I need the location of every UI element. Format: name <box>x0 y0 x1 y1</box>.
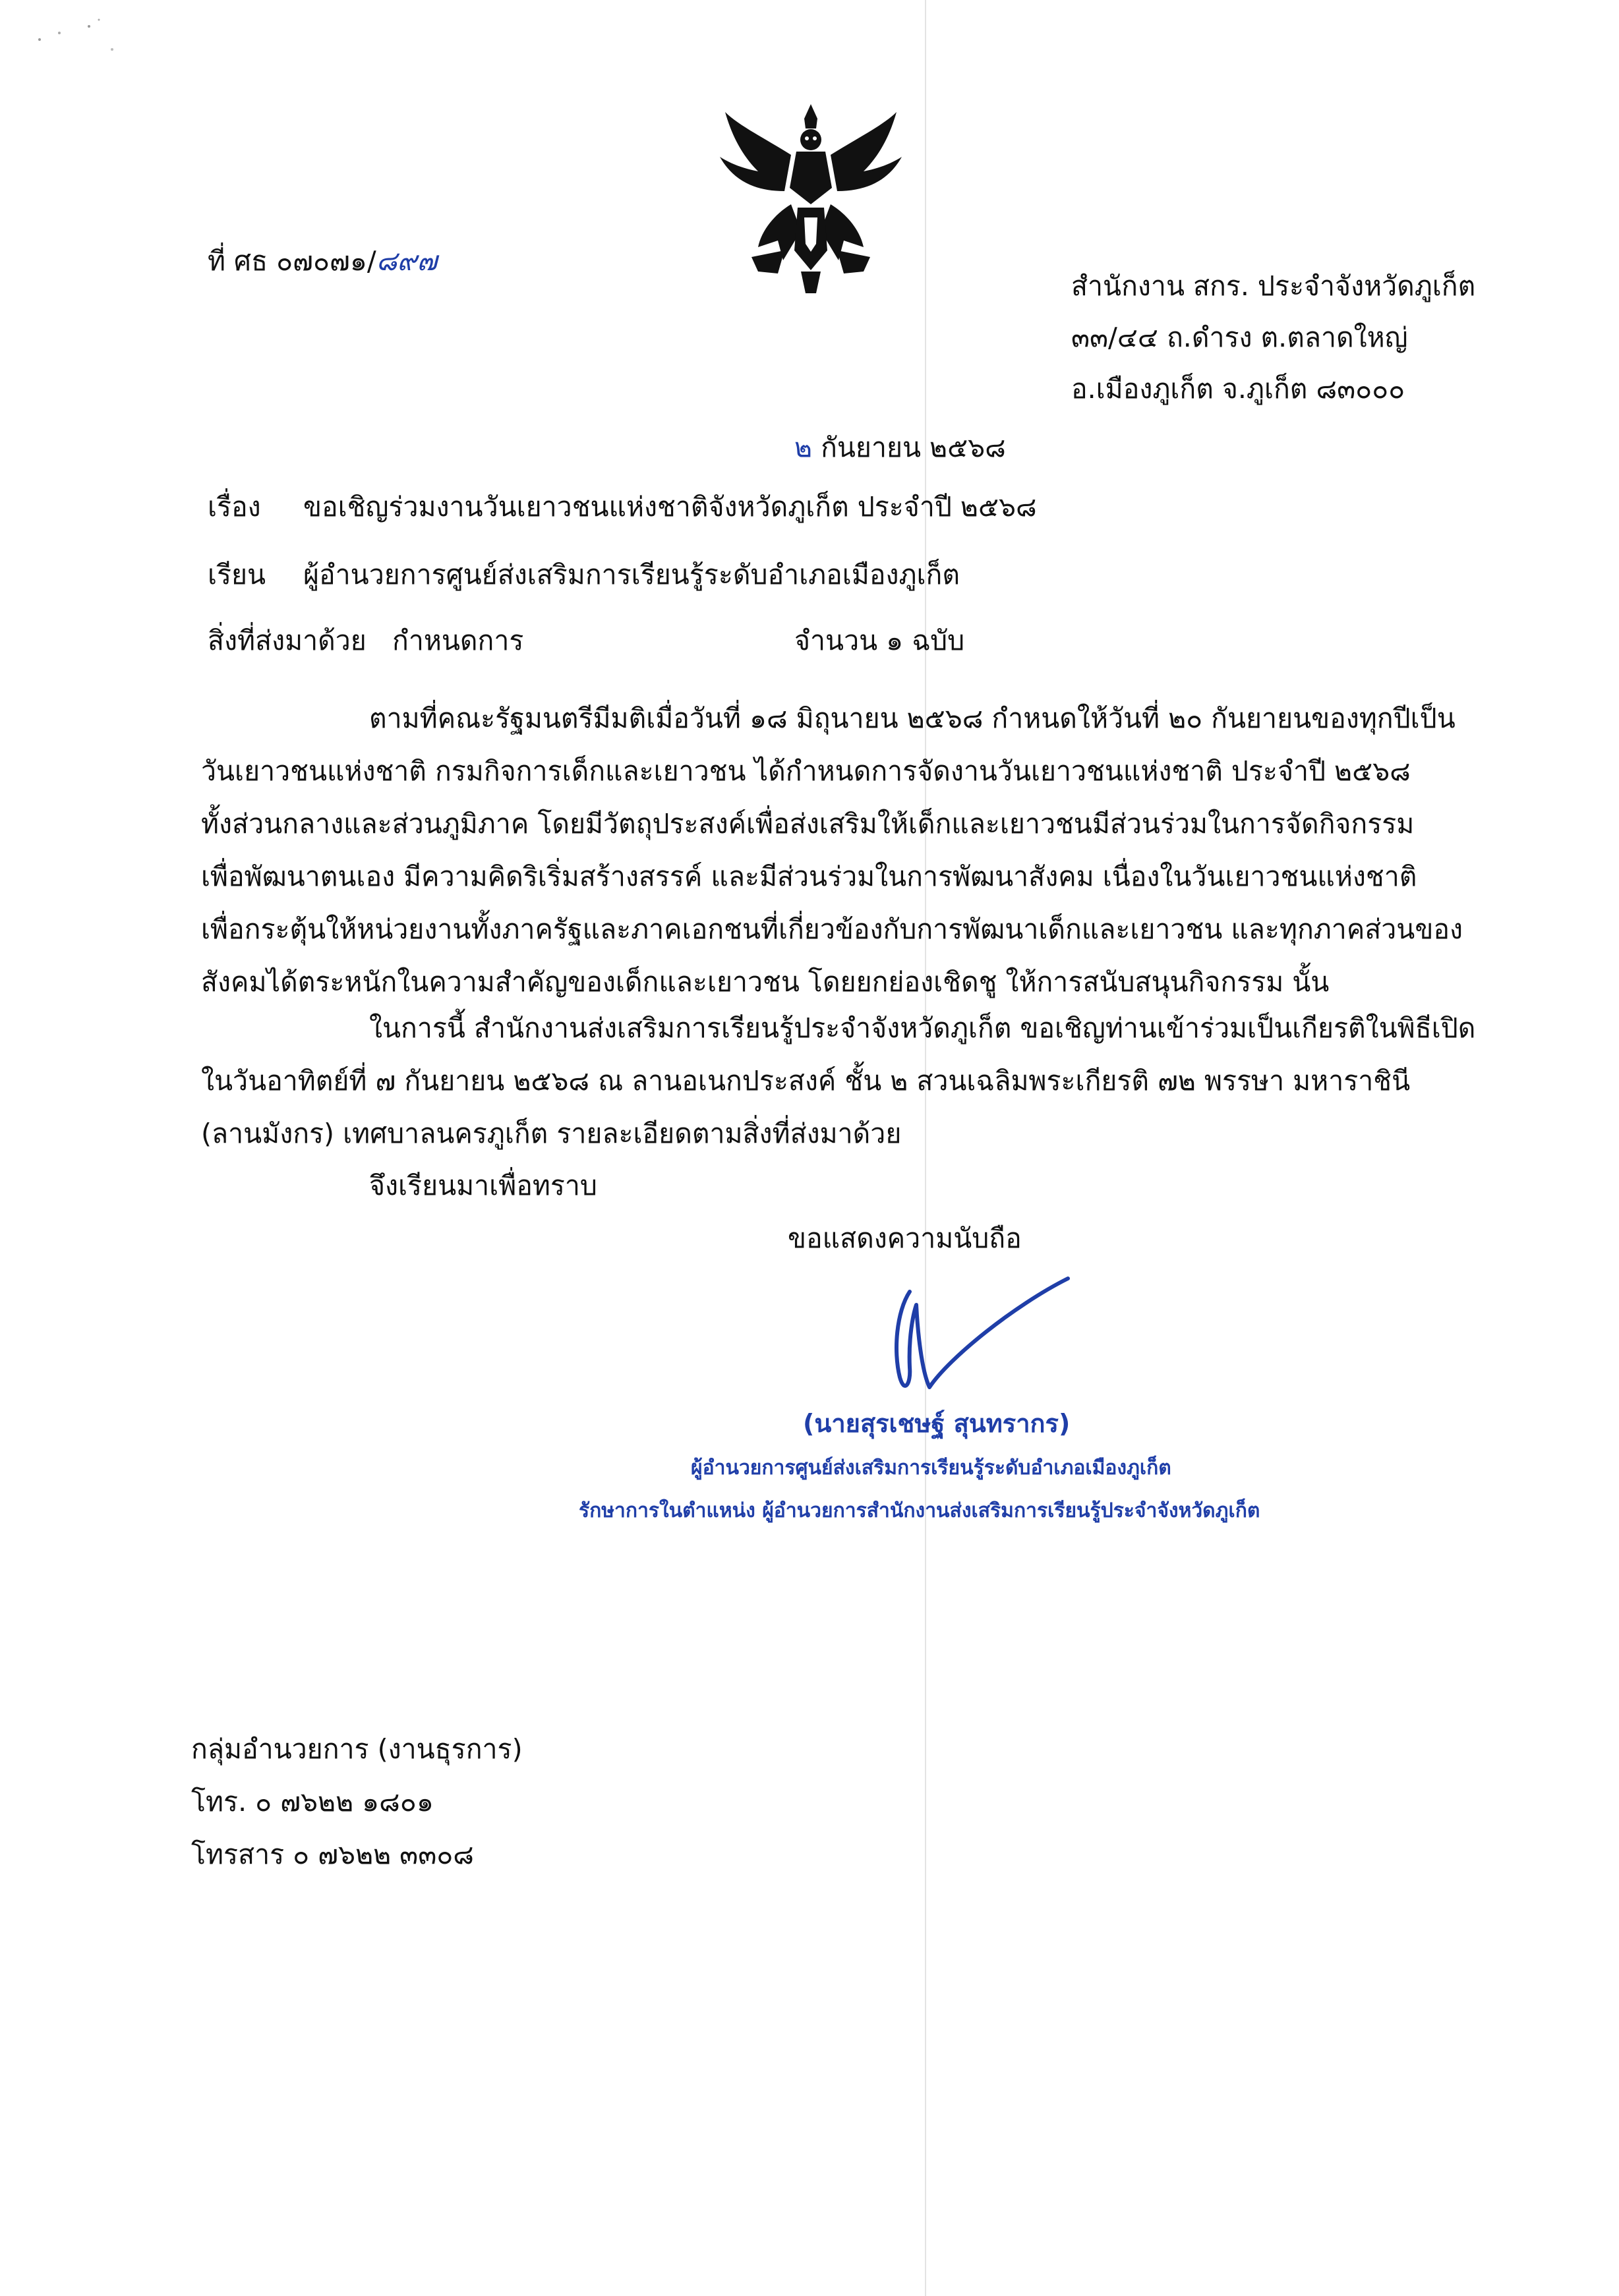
closing-line: จึงเรียนมาเพื่อทราบ <box>369 1170 597 1201</box>
subject-text: ขอเชิญร่วมงานวันเยาวชนแห่งชาติจังหวัดภูเก็ต ประจำปี ๒๕๖๘ <box>303 491 1037 523</box>
subject-label: เรื่อง <box>208 491 261 523</box>
office-address-line2: ๓๓/๔๔ ถ.ดำรง ต.ตลาดใหญ่ <box>1071 322 1408 353</box>
signatory-position-2: รักษาการในตำแหน่ง ผู้อำนวยการสำนักงานส่งเสริมการเรียนรู้ประจำจังหวัดภูเก็ต <box>579 1499 1260 1522</box>
paragraph-line: เพื่อพัฒนาตนเอง มีความคิดริเริ่มสร้างสรรค์ และมีส่วนร่วมในการพัฒนาสังคม เนื่องในวันเยาวชนแห่งชาติ <box>201 861 1417 892</box>
office-address-line1: สำนักงาน สกร. ประจำจังหวัดภูเก็ต <box>1071 270 1476 302</box>
date-day: ๒ <box>794 432 813 463</box>
paragraph-line: สังคมได้ตระหนักในความสำคัญของเด็กและเยาวชน โดยยกย่องเชิดชู ให้การสนับสนุนกิจกรรม นั้น <box>201 966 1330 998</box>
paragraph-line: วันเยาวชนแห่งชาติ กรมกิจการเด็กและเยาวชน ได้กำหนดการจัดงานวันเยาวชนแห่งชาติ ประจำปี ๒๕๖๘ <box>201 755 1411 787</box>
body-paragraph-2 <box>201 1002 1480 1160</box>
document-date <box>794 432 1006 464</box>
signatory-position-1: ผู้อำนวยการศูนย์ส่งเสริมการเรียนรู้ระดับอำเภอเมืองภูเก็ต <box>691 1456 1171 1479</box>
recipient-text: ผู้อำนวยการศูนย์ส่งเสริมการเรียนรู้ระดับอำเภอเมืองภูเก็ต <box>303 559 960 590</box>
doc-ref-number: ๘๙๗ <box>376 245 438 277</box>
date-month-year: กันยายน ๒๕๖๘ <box>821 432 1006 463</box>
salutation: ขอแสดงความนับถือ <box>788 1222 1022 1254</box>
paragraph-line: ทั้งส่วนกลางและส่วนภูมิภาค โดยมีวัตถุประสงค์เพื่อส่งเสริมให้เด็กและเยาวชนมีส่วนร่วมในการจัดกิจกรรม <box>201 808 1415 840</box>
signatory-name: (นายสุรเชษฐ์ สุนทรากร) <box>803 1409 1071 1438</box>
footer-department: กลุ่มอำนวยการ (งานธุรการ) <box>191 1733 523 1765</box>
footer-telephone: โทร. ๐ ๗๖๒๒ ๑๘๐๑ <box>191 1786 434 1818</box>
paragraph-line: เพื่อกระตุ้นให้หน่วยงานทั้งภาครัฐและภาคเอกชนที่เกี่ยวข้องกับการพัฒนาเด็กและเยาวชน และทุกภาคส่วนของ <box>201 913 1463 945</box>
paragraph-line: ในการนี้ สำนักงานส่งเสริมการเรียนรู้ประจำจังหวัดภูเก็ต ขอเชิญท่านเข้าร่วมเป็นเกียรติในพิธีเปิด <box>369 1012 1476 1044</box>
garuda-emblem-icon <box>712 99 910 297</box>
paragraph-line: (ลานมังกร) เทศบาลนครภูเก็ต รายละเอียดตามสิ่งที่ส่งมาด้วย <box>201 1118 902 1149</box>
recipient-label: เรียน <box>208 559 266 590</box>
doc-ref-prefix: ที่ ศธ ๐๗๐๗๑/ <box>208 245 376 277</box>
enclosure-text: กำหนดการ <box>392 625 524 656</box>
scan-specks <box>33 13 119 59</box>
enclosure-label: สิ่งที่ส่งมาด้วย <box>208 625 367 656</box>
footer-fax: โทรสาร ๐ ๗๖๒๒ ๓๓๐๘ <box>191 1839 474 1870</box>
document-reference <box>208 245 437 277</box>
body-paragraph-1 <box>201 692 1480 1008</box>
handwritten-signature <box>870 1252 1121 1410</box>
paragraph-line: ในวันอาทิตย์ที่ ๗ กันยายน ๒๕๖๘ ณ ลานอเนกประสงค์ ชั้น ๒ สวนเฉลิมพระเกียรติ ๗๒ พรรษา มหาราชินี <box>201 1065 1411 1097</box>
office-address-line3: อ.เมืองภูเก็ต จ.ภูเก็ต ๘๓๐๐๐ <box>1071 373 1405 405</box>
enclosure-count: จำนวน ๑ ฉบับ <box>794 625 965 656</box>
paragraph-line: ตามที่คณะรัฐมนตรีมีมติเมื่อวันที่ ๑๘ มิถุนายน ๒๕๖๘ กำหนดให้วันที่ ๒๐ กันยายนของทุกปีเป็น <box>369 703 1456 734</box>
